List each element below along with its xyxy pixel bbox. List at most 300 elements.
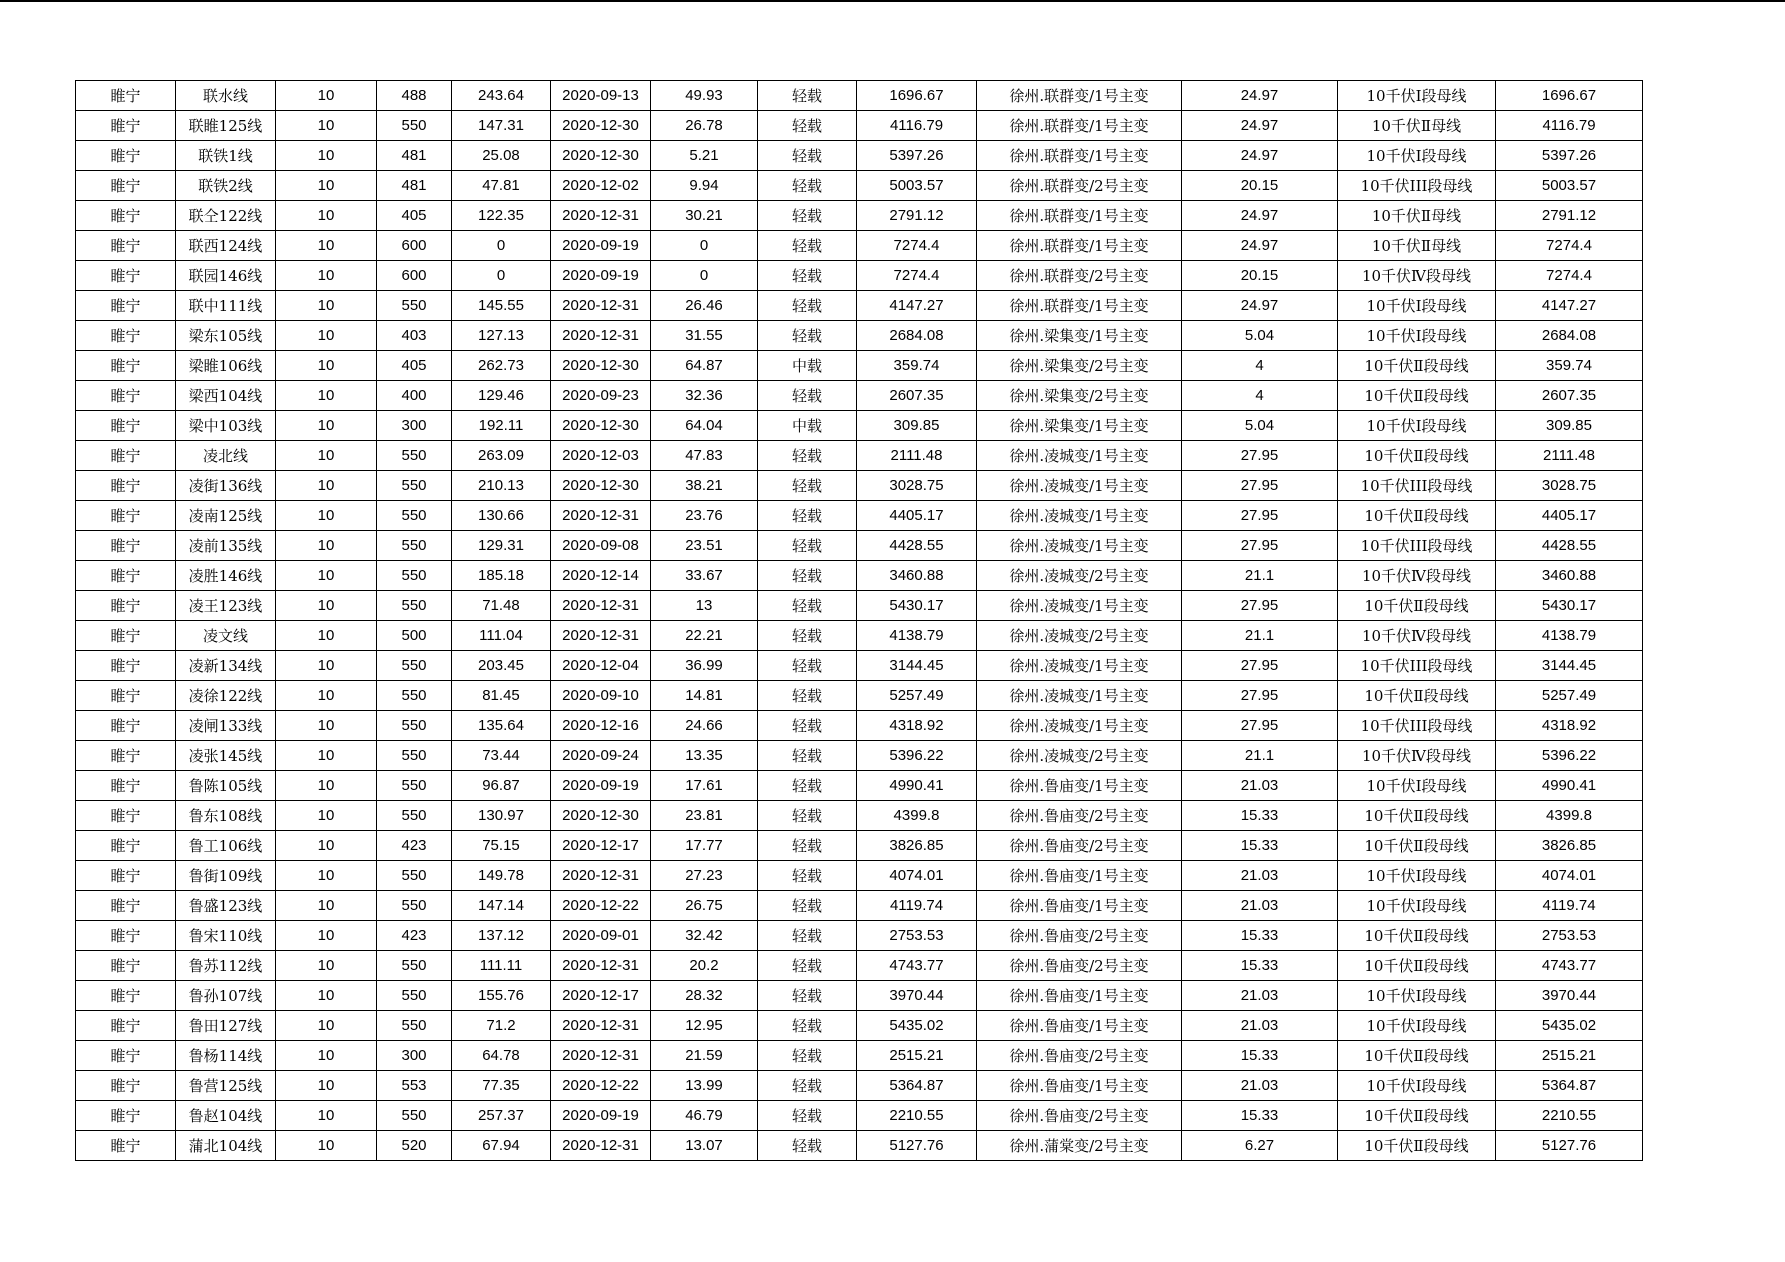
line-name-cell: 鲁工106线 [176, 831, 276, 861]
voltage-cell: 10 [276, 711, 377, 741]
line-name-cell: 鲁孙107线 [176, 981, 276, 1011]
county-cell: 睢宁 [76, 291, 176, 321]
load-rate-cell: 30.21 [651, 201, 758, 231]
date-cell: 2020-12-30 [551, 411, 651, 441]
margin-cell: 5397.26 [857, 141, 977, 171]
voltage-cell: 10 [276, 261, 377, 291]
rated-capacity-cell: 550 [377, 591, 452, 621]
transformer-rate-cell: 21.1 [1182, 561, 1338, 591]
margin-cell: 4405.17 [857, 501, 977, 531]
bus-section-cell: 10千伏Ⅰ段母线 [1338, 981, 1496, 1011]
margin-cell: 309.85 [857, 411, 977, 441]
rated-capacity-cell: 550 [377, 111, 452, 141]
rated-capacity-cell: 553 [377, 1071, 452, 1101]
line-name-cell: 梁中103线 [176, 411, 276, 441]
load-rate-cell: 13.07 [651, 1131, 758, 1161]
bus-section-cell: 10千伏Ⅱ段母线 [1338, 441, 1496, 471]
rated-capacity-cell: 550 [377, 561, 452, 591]
load-status-cell: 轻载 [758, 771, 857, 801]
voltage-cell: 10 [276, 201, 377, 231]
transformer-rate-cell: 21.03 [1182, 771, 1338, 801]
voltage-cell: 10 [276, 81, 377, 111]
voltage-cell: 10 [276, 981, 377, 1011]
date-cell: 2020-09-13 [551, 81, 651, 111]
load-rate-cell: 28.32 [651, 981, 758, 1011]
load-rate-cell: 21.59 [651, 1041, 758, 1071]
transformer-cell: 徐州.鲁庙变/1号主变 [977, 771, 1182, 801]
rated-capacity-cell: 405 [377, 351, 452, 381]
bus-section-cell: 10千伏Ⅱ段母线 [1338, 381, 1496, 411]
margin-cell: 5364.87 [857, 1071, 977, 1101]
transformer-rate-cell: 27.95 [1182, 681, 1338, 711]
load-rate-cell: 22.21 [651, 621, 758, 651]
transformer-cell: 徐州.凌城变/2号主变 [977, 741, 1182, 771]
county-cell: 睢宁 [76, 681, 176, 711]
load-status-cell: 轻载 [758, 891, 857, 921]
load-value-cell: 185.18 [452, 561, 551, 591]
load-value-cell: 257.37 [452, 1101, 551, 1131]
load-status-cell: 轻载 [758, 261, 857, 291]
table-row [76, 261, 1643, 291]
margin-cell: 2684.08 [857, 321, 977, 351]
date-cell: 2020-09-19 [551, 261, 651, 291]
line-name-cell: 联睢125线 [176, 111, 276, 141]
rated-capacity-cell: 550 [377, 291, 452, 321]
rated-capacity-cell: 550 [377, 651, 452, 681]
voltage-cell: 10 [276, 411, 377, 441]
transformer-rate-cell: 6.27 [1182, 1131, 1338, 1161]
bus-section-cell: 10千伏Ⅳ段母线 [1338, 741, 1496, 771]
table-row [76, 891, 1643, 921]
table-row [76, 351, 1643, 381]
load-status-cell: 轻载 [758, 1071, 857, 1101]
bus-section-cell: 10千伏III段母线 [1338, 711, 1496, 741]
margin-cell: 4147.27 [857, 291, 977, 321]
load-rate-cell: 17.77 [651, 831, 758, 861]
margin-cell: 7274.4 [857, 261, 977, 291]
voltage-cell: 10 [276, 891, 377, 921]
date-cell: 2020-12-02 [551, 171, 651, 201]
transformer-cell: 徐州.联群变/1号主变 [977, 81, 1182, 111]
date-cell: 2020-12-17 [551, 831, 651, 861]
voltage-cell: 10 [276, 291, 377, 321]
bus-section-cell: 10千伏III段母线 [1338, 531, 1496, 561]
margin-cell: 2210.55 [857, 1101, 977, 1131]
transformer-cell: 徐州.联群变/2号主变 [977, 171, 1182, 201]
rated-capacity-cell: 600 [377, 261, 452, 291]
voltage-cell: 10 [276, 531, 377, 561]
rated-capacity-cell: 600 [377, 231, 452, 261]
bus-section-cell: 10千伏Ⅱ段母线 [1338, 801, 1496, 831]
county-cell: 睢宁 [76, 1101, 176, 1131]
date-cell: 2020-12-04 [551, 651, 651, 681]
rated-capacity-cell: 481 [377, 141, 452, 171]
remaining-capacity-cell: 4138.79 [1496, 621, 1643, 651]
load-status-cell: 轻载 [758, 561, 857, 591]
margin-cell: 4399.8 [857, 801, 977, 831]
transformer-rate-cell: 21.03 [1182, 891, 1338, 921]
load-status-cell: 轻载 [758, 531, 857, 561]
bus-section-cell: 10千伏Ⅰ段母线 [1338, 1011, 1496, 1041]
date-cell: 2020-12-30 [551, 801, 651, 831]
county-cell: 睢宁 [76, 651, 176, 681]
table-body [76, 81, 1643, 1161]
bus-section-cell: 10千伏Ⅱ母线 [1338, 111, 1496, 141]
load-rate-cell: 26.78 [651, 111, 758, 141]
load-value-cell: 47.81 [452, 171, 551, 201]
transformer-cell: 徐州.梁集变/2号主变 [977, 351, 1182, 381]
transformer-cell: 徐州.鲁庙变/2号主变 [977, 1101, 1182, 1131]
transformer-rate-cell: 27.95 [1182, 711, 1338, 741]
voltage-cell: 10 [276, 741, 377, 771]
load-value-cell: 64.78 [452, 1041, 551, 1071]
rated-capacity-cell: 550 [377, 441, 452, 471]
table-row [76, 1131, 1643, 1161]
bus-section-cell: 10千伏III段母线 [1338, 651, 1496, 681]
remaining-capacity-cell: 5396.22 [1496, 741, 1643, 771]
margin-cell: 4428.55 [857, 531, 977, 561]
margin-cell: 5435.02 [857, 1011, 977, 1041]
margin-cell: 3028.75 [857, 471, 977, 501]
table-row [76, 141, 1643, 171]
date-cell: 2020-12-03 [551, 441, 651, 471]
date-cell: 2020-12-14 [551, 561, 651, 591]
bus-section-cell: 10千伏Ⅱ段母线 [1338, 951, 1496, 981]
county-cell: 睢宁 [76, 111, 176, 141]
rated-capacity-cell: 500 [377, 621, 452, 651]
county-cell: 睢宁 [76, 921, 176, 951]
date-cell: 2020-12-31 [551, 621, 651, 651]
rated-capacity-cell: 550 [377, 891, 452, 921]
date-cell: 2020-12-31 [551, 321, 651, 351]
transformer-cell: 徐州.鲁庙变/2号主变 [977, 951, 1182, 981]
load-value-cell: 130.97 [452, 801, 551, 831]
table-row [76, 921, 1643, 951]
line-name-cell: 蒲北104线 [176, 1131, 276, 1161]
county-cell: 睢宁 [76, 171, 176, 201]
county-cell: 睢宁 [76, 141, 176, 171]
load-value-cell: 25.08 [452, 141, 551, 171]
bus-section-cell: 10千伏Ⅰ段母线 [1338, 411, 1496, 441]
county-cell: 睢宁 [76, 1131, 176, 1161]
county-cell: 睢宁 [76, 981, 176, 1011]
load-rate-cell: 5.21 [651, 141, 758, 171]
rated-capacity-cell: 550 [377, 681, 452, 711]
table-row [76, 531, 1643, 561]
date-cell: 2020-09-19 [551, 771, 651, 801]
transformer-cell: 徐州.联群变/1号主变 [977, 201, 1182, 231]
load-rate-cell: 46.79 [651, 1101, 758, 1131]
county-cell: 睢宁 [76, 1011, 176, 1041]
load-value-cell: 243.64 [452, 81, 551, 111]
transformer-rate-cell: 21.03 [1182, 1011, 1338, 1041]
bus-section-cell: 10千伏Ⅱ母线 [1338, 231, 1496, 261]
table-row [76, 171, 1643, 201]
margin-cell: 2607.35 [857, 381, 977, 411]
margin-cell: 3144.45 [857, 651, 977, 681]
load-status-cell: 轻载 [758, 801, 857, 831]
margin-cell: 4074.01 [857, 861, 977, 891]
line-name-cell: 联铁2线 [176, 171, 276, 201]
line-name-cell: 鲁街109线 [176, 861, 276, 891]
date-cell: 2020-12-31 [551, 201, 651, 231]
rated-capacity-cell: 550 [377, 861, 452, 891]
remaining-capacity-cell: 5397.26 [1496, 141, 1643, 171]
margin-cell: 4116.79 [857, 111, 977, 141]
rated-capacity-cell: 300 [377, 1041, 452, 1071]
table-row [76, 591, 1643, 621]
county-cell: 睢宁 [76, 1041, 176, 1071]
margin-cell: 2111.48 [857, 441, 977, 471]
transformer-rate-cell: 15.33 [1182, 951, 1338, 981]
transformer-cell: 徐州.联群变/1号主变 [977, 291, 1182, 321]
load-status-cell: 轻载 [758, 231, 857, 261]
voltage-cell: 10 [276, 651, 377, 681]
load-rate-cell: 13.99 [651, 1071, 758, 1101]
margin-cell: 2753.53 [857, 921, 977, 951]
margin-cell: 4318.92 [857, 711, 977, 741]
rated-capacity-cell: 550 [377, 981, 452, 1011]
line-name-cell: 联仝122线 [176, 201, 276, 231]
load-value-cell: 71.2 [452, 1011, 551, 1041]
load-value-cell: 137.12 [452, 921, 551, 951]
bus-section-cell: 10千伏Ⅰ段母线 [1338, 861, 1496, 891]
date-cell: 2020-12-31 [551, 591, 651, 621]
top-rule [0, 0, 1785, 2]
rated-capacity-cell: 550 [377, 771, 452, 801]
transformer-cell: 徐州.鲁庙变/2号主变 [977, 921, 1182, 951]
voltage-cell: 10 [276, 951, 377, 981]
county-cell: 睢宁 [76, 771, 176, 801]
voltage-cell: 10 [276, 801, 377, 831]
load-value-cell: 75.15 [452, 831, 551, 861]
load-rate-cell: 14.81 [651, 681, 758, 711]
county-cell: 睢宁 [76, 81, 176, 111]
table-row [76, 441, 1643, 471]
line-name-cell: 鲁盛123线 [176, 891, 276, 921]
transformer-cell: 徐州.鲁庙变/1号主变 [977, 891, 1182, 921]
transformer-rate-cell: 24.97 [1182, 291, 1338, 321]
remaining-capacity-cell: 3826.85 [1496, 831, 1643, 861]
date-cell: 2020-12-16 [551, 711, 651, 741]
county-cell: 睢宁 [76, 501, 176, 531]
margin-cell: 2515.21 [857, 1041, 977, 1071]
line-name-cell: 凌北线 [176, 441, 276, 471]
county-cell: 睢宁 [76, 381, 176, 411]
date-cell: 2020-12-31 [551, 501, 651, 531]
load-value-cell: 122.35 [452, 201, 551, 231]
voltage-cell: 10 [276, 561, 377, 591]
county-cell: 睢宁 [76, 441, 176, 471]
bus-section-cell: 10千伏Ⅰ段母线 [1338, 81, 1496, 111]
county-cell: 睢宁 [76, 891, 176, 921]
load-status-cell: 中载 [758, 351, 857, 381]
table-row [76, 561, 1643, 591]
county-cell: 睢宁 [76, 531, 176, 561]
line-name-cell: 梁西104线 [176, 381, 276, 411]
county-cell: 睢宁 [76, 321, 176, 351]
margin-cell: 1696.67 [857, 81, 977, 111]
table-row [76, 741, 1643, 771]
remaining-capacity-cell: 7274.4 [1496, 261, 1643, 291]
transformer-rate-cell: 21.1 [1182, 741, 1338, 771]
voltage-cell: 10 [276, 861, 377, 891]
transformer-rate-cell: 21.1 [1182, 621, 1338, 651]
table-row [76, 861, 1643, 891]
remaining-capacity-cell: 4428.55 [1496, 531, 1643, 561]
date-cell: 2020-09-23 [551, 381, 651, 411]
remaining-capacity-cell: 4074.01 [1496, 861, 1643, 891]
load-value-cell: 127.13 [452, 321, 551, 351]
load-rate-cell: 49.93 [651, 81, 758, 111]
line-name-cell: 凌张145线 [176, 741, 276, 771]
table-row [76, 81, 1643, 111]
voltage-cell: 10 [276, 231, 377, 261]
remaining-capacity-cell: 1696.67 [1496, 81, 1643, 111]
transformer-cell: 徐州.凌城变/1号主变 [977, 501, 1182, 531]
line-name-cell: 鲁田127线 [176, 1011, 276, 1041]
county-cell: 睢宁 [76, 861, 176, 891]
margin-cell: 5003.57 [857, 171, 977, 201]
remaining-capacity-cell: 4119.74 [1496, 891, 1643, 921]
voltage-cell: 10 [276, 1131, 377, 1161]
voltage-cell: 10 [276, 831, 377, 861]
transformer-rate-cell: 15.33 [1182, 1041, 1338, 1071]
bus-section-cell: 10千伏Ⅱ段母线 [1338, 501, 1496, 531]
transformer-rate-cell: 20.15 [1182, 261, 1338, 291]
margin-cell: 3460.88 [857, 561, 977, 591]
voltage-cell: 10 [276, 591, 377, 621]
transformer-cell: 徐州.鲁庙变/2号主变 [977, 831, 1182, 861]
date-cell: 2020-12-22 [551, 1071, 651, 1101]
load-value-cell: 135.64 [452, 711, 551, 741]
table-row [76, 1071, 1643, 1101]
load-status-cell: 轻载 [758, 1011, 857, 1041]
load-value-cell: 67.94 [452, 1131, 551, 1161]
transformer-cell: 徐州.凌城变/1号主变 [977, 531, 1182, 561]
remaining-capacity-cell: 359.74 [1496, 351, 1643, 381]
transformer-rate-cell: 5.04 [1182, 321, 1338, 351]
remaining-capacity-cell: 2684.08 [1496, 321, 1643, 351]
data-table [75, 80, 1643, 1161]
line-name-cell: 鲁杨114线 [176, 1041, 276, 1071]
load-value-cell: 81.45 [452, 681, 551, 711]
bus-section-cell: 10千伏III段母线 [1338, 171, 1496, 201]
table-row [76, 1041, 1643, 1071]
date-cell: 2020-12-31 [551, 1041, 651, 1071]
margin-cell: 3970.44 [857, 981, 977, 1011]
county-cell: 睢宁 [76, 621, 176, 651]
transformer-cell: 徐州.凌城变/1号主变 [977, 651, 1182, 681]
margin-cell: 5127.76 [857, 1131, 977, 1161]
county-cell: 睢宁 [76, 801, 176, 831]
transformer-rate-cell: 24.97 [1182, 111, 1338, 141]
transformer-rate-cell: 27.95 [1182, 531, 1338, 561]
remaining-capacity-cell: 2111.48 [1496, 441, 1643, 471]
voltage-cell: 10 [276, 171, 377, 201]
transformer-cell: 徐州.凌城变/1号主变 [977, 711, 1182, 741]
remaining-capacity-cell: 4399.8 [1496, 801, 1643, 831]
load-status-cell: 轻载 [758, 171, 857, 201]
date-cell: 2020-09-19 [551, 1101, 651, 1131]
load-rate-cell: 17.61 [651, 771, 758, 801]
transformer-rate-cell: 15.33 [1182, 801, 1338, 831]
remaining-capacity-cell: 309.85 [1496, 411, 1643, 441]
rated-capacity-cell: 550 [377, 531, 452, 561]
line-name-cell: 联园146线 [176, 261, 276, 291]
load-status-cell: 轻载 [758, 981, 857, 1011]
line-name-cell: 梁东105线 [176, 321, 276, 351]
transformer-cell: 徐州.凌城变/1号主变 [977, 591, 1182, 621]
rated-capacity-cell: 300 [377, 411, 452, 441]
line-name-cell: 凌前135线 [176, 531, 276, 561]
transformer-cell: 徐州.梁集变/1号主变 [977, 321, 1182, 351]
transformer-rate-cell: 15.33 [1182, 831, 1338, 861]
bus-section-cell: 10千伏Ⅱ段母线 [1338, 1131, 1496, 1161]
load-value-cell: 129.31 [452, 531, 551, 561]
voltage-cell: 10 [276, 1041, 377, 1071]
line-name-cell: 联水线 [176, 81, 276, 111]
load-status-cell: 轻载 [758, 741, 857, 771]
load-value-cell: 145.55 [452, 291, 551, 321]
load-status-cell: 轻载 [758, 951, 857, 981]
table-row [76, 291, 1643, 321]
load-value-cell: 262.73 [452, 351, 551, 381]
margin-cell: 5257.49 [857, 681, 977, 711]
margin-cell: 5430.17 [857, 591, 977, 621]
rated-capacity-cell: 550 [377, 741, 452, 771]
bus-section-cell: 10千伏Ⅰ段母线 [1338, 891, 1496, 921]
transformer-rate-cell: 20.15 [1182, 171, 1338, 201]
line-name-cell: 鲁陈105线 [176, 771, 276, 801]
load-rate-cell: 0 [651, 261, 758, 291]
transformer-rate-cell: 21.03 [1182, 861, 1338, 891]
remaining-capacity-cell: 2791.12 [1496, 201, 1643, 231]
load-value-cell: 73.44 [452, 741, 551, 771]
table-row [76, 321, 1643, 351]
table-row [76, 621, 1643, 651]
margin-cell: 4119.74 [857, 891, 977, 921]
rated-capacity-cell: 400 [377, 381, 452, 411]
margin-cell: 5396.22 [857, 741, 977, 771]
load-value-cell: 203.45 [452, 651, 551, 681]
remaining-capacity-cell: 4318.92 [1496, 711, 1643, 741]
load-status-cell: 轻载 [758, 81, 857, 111]
remaining-capacity-cell: 4405.17 [1496, 501, 1643, 531]
load-value-cell: 71.48 [452, 591, 551, 621]
load-status-cell: 轻载 [758, 1101, 857, 1131]
transformer-rate-cell: 24.97 [1182, 201, 1338, 231]
remaining-capacity-cell: 2607.35 [1496, 381, 1643, 411]
load-value-cell: 111.04 [452, 621, 551, 651]
line-name-cell: 凌闸133线 [176, 711, 276, 741]
margin-cell: 4138.79 [857, 621, 977, 651]
table-row [76, 801, 1643, 831]
bus-section-cell: 10千伏Ⅳ段母线 [1338, 621, 1496, 651]
date-cell: 2020-09-01 [551, 921, 651, 951]
county-cell: 睢宁 [76, 351, 176, 381]
load-rate-cell: 24.66 [651, 711, 758, 741]
load-rate-cell: 32.42 [651, 921, 758, 951]
load-rate-cell: 64.87 [651, 351, 758, 381]
transformer-rate-cell: 24.97 [1182, 231, 1338, 261]
voltage-cell: 10 [276, 141, 377, 171]
load-value-cell: 147.31 [452, 111, 551, 141]
load-status-cell: 轻载 [758, 291, 857, 321]
date-cell: 2020-12-22 [551, 891, 651, 921]
load-value-cell: 111.11 [452, 951, 551, 981]
rated-capacity-cell: 550 [377, 801, 452, 831]
